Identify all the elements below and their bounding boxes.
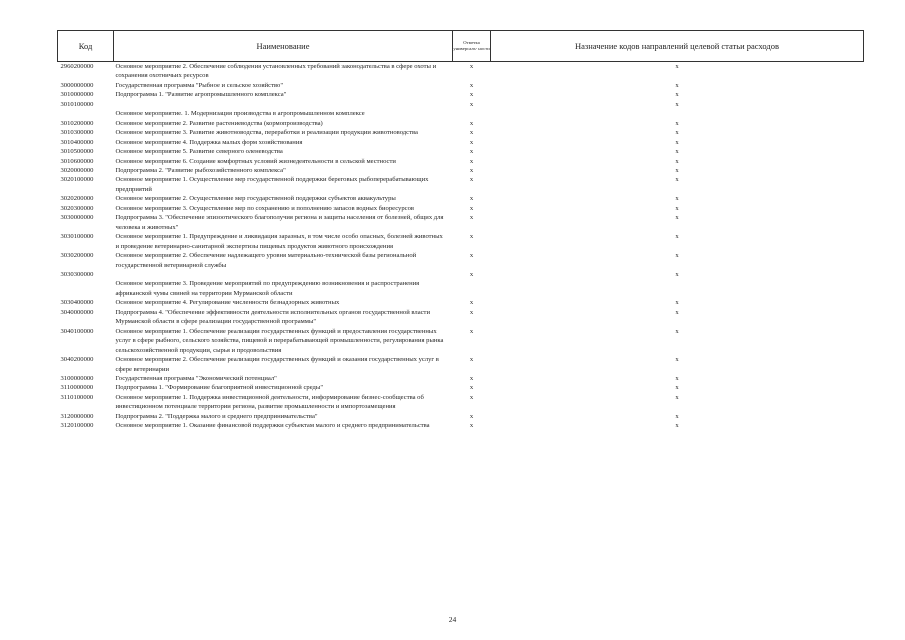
table-row: [58, 327, 864, 355]
table-row: [58, 81, 864, 90]
row-purpose: x: [675, 422, 679, 430]
row-universality-flag: x: [469, 138, 474, 146]
row-purpose: x: [675, 356, 679, 364]
row-code: 3030200000: [60, 252, 94, 260]
row-purpose: [491, 279, 864, 298]
row-code: 3010000000: [60, 91, 94, 99]
table-row: [58, 62, 864, 81]
row-name: Подпрограмма 1. "Развитие агропромышленного комплекса": [115, 91, 287, 99]
row-name: Основное мероприятие 3. Проведение мероприятий по предупреждению возникновения и распространения африканской чумы свиней на территории Мурманской области: [115, 280, 420, 297]
row-name: Государственная программа "Экономический потенциал": [115, 374, 277, 382]
row-name: Основное мероприятие 2. Осуществление мер государственной поддержки субъектов аквакультуры: [115, 195, 396, 203]
header-purpose: Назначение кодов направлений целевой статьи расходов: [491, 31, 864, 62]
row-code: 3010500000: [60, 148, 94, 156]
row-name: Основное мероприятие 2. Обеспечение реализации государственных функций и оказания государственных услуг в сфере ветеринарии: [115, 356, 439, 373]
row-purpose: x: [675, 100, 679, 108]
row-name: Подпрограмма 1. "Формирование благоприятной инвестиционной среды": [115, 384, 324, 392]
table-row: [58, 270, 864, 279]
row-purpose: x: [675, 327, 679, 335]
row-purpose: x: [675, 157, 679, 165]
row-code: 3010600000: [60, 157, 94, 165]
row-universality-flag: x: [469, 148, 474, 156]
row-name: [114, 100, 453, 109]
row-purpose: x: [675, 384, 679, 392]
row-universality-flag: x: [469, 308, 474, 316]
row-name: Основное мероприятие 4. Поддержка малых форм хозяйствования: [115, 138, 303, 146]
row-universality-flag: x: [469, 412, 474, 420]
row-code: 3040200000: [60, 356, 94, 364]
header-code: Код: [58, 31, 114, 62]
row-universality-flag: [453, 279, 491, 298]
row-code: 3100000000: [60, 374, 94, 382]
row-purpose: x: [675, 412, 679, 420]
row-universality-flag: x: [469, 157, 474, 165]
table-row: [58, 194, 864, 203]
table-row: [58, 308, 864, 327]
table-row: [58, 204, 864, 213]
row-universality-flag: x: [469, 233, 474, 241]
header-name: Наименование: [114, 31, 453, 62]
row-purpose: x: [675, 299, 679, 307]
row-name: Основное мероприятие 3. Осуществление мер по сохранению и пополнению запасов водных биоресурсов: [115, 204, 414, 212]
table-row: [58, 412, 864, 421]
row-universality-flag: x: [469, 422, 474, 430]
table-row: [58, 138, 864, 147]
row-code: 3120100000: [60, 422, 94, 430]
table-row: [58, 90, 864, 99]
row-universality-flag: x: [469, 299, 474, 307]
table-row: [58, 279, 864, 298]
table-row: [58, 393, 864, 412]
row-name: Основное мероприятие 4. Регулирование численности безнадзорных животных: [115, 299, 340, 307]
row-code: [58, 109, 114, 118]
row-code: 3010200000: [60, 119, 94, 127]
row-universality-flag: x: [469, 129, 474, 137]
row-purpose: x: [675, 129, 679, 137]
row-universality-flag: x: [469, 204, 474, 212]
row-name: Подпрограмма 2. "Развитие рыбохозяйственного комплекса": [115, 166, 286, 174]
row-code: 3000000000: [60, 81, 94, 89]
row-code: 3020300000: [60, 204, 94, 212]
row-universality-flag: x: [469, 384, 474, 392]
row-code: 3040100000: [60, 327, 94, 335]
row-purpose: x: [675, 138, 679, 146]
row-name: Основное мероприятие. 1. Модернизация производства в агропромышленном комплексе: [115, 110, 365, 118]
row-code: 3030100000: [60, 233, 94, 241]
row-name: Подпрограмма 4. "Обеспечение эффективности деятельности исполнительных органов государственной власти Мурманской области в сфере реализации государственной программы": [115, 308, 430, 326]
table-row: [58, 100, 864, 109]
row-purpose: x: [675, 270, 679, 278]
row-name: Основное мероприятие 5. Развитие северного оленеводства: [115, 148, 283, 156]
row-purpose: x: [675, 63, 679, 70]
row-purpose: [491, 109, 864, 118]
row-name: Основное мероприятие 2. Обеспечение надлежащего уровня материально-технической базы региональной государственной ветеринарной службы: [115, 252, 417, 269]
table-row: [58, 147, 864, 156]
row-purpose: x: [675, 393, 679, 401]
row-name: Государственная программа "Рыбное и сельское хозяйство": [115, 81, 284, 89]
table-row: [58, 232, 864, 251]
row-purpose: x: [675, 119, 679, 127]
table-row: [58, 157, 864, 166]
table-header: [58, 31, 864, 62]
row-universality-flag: [453, 109, 491, 118]
row-purpose: x: [675, 148, 679, 156]
row-purpose: x: [675, 233, 679, 241]
page-number: 24: [448, 615, 457, 624]
table-row: [58, 128, 864, 137]
row-universality-flag: x: [469, 91, 474, 99]
row-name: Основное мероприятие 6. Создание комфортных условий жизнедеятельности в сельской местности: [115, 157, 396, 165]
table-row: [58, 374, 864, 383]
row-code: [58, 279, 114, 298]
row-universality-flag: x: [469, 166, 474, 174]
row-universality-flag: x: [469, 214, 474, 222]
row-name: Подпрограмма 3. "Обеспечение эпизоотического благополучия региона и защиты населения от болезней, общих для человека и животных": [115, 214, 444, 231]
row-universality-flag: x: [469, 252, 474, 260]
row-name: Основное мероприятие 2. Развитие растениеводства (кормопроизводства): [115, 119, 323, 127]
header-universality-flag: Отметка универсаль- ности: [453, 31, 491, 62]
row-universality-flag: x: [469, 100, 474, 108]
row-code: 3010100000: [60, 100, 94, 108]
row-purpose: x: [675, 195, 679, 203]
row-purpose: x: [675, 176, 679, 184]
row-universality-flag: x: [469, 356, 474, 364]
table-row: [58, 421, 864, 430]
row-code: 3020200000: [60, 195, 94, 203]
row-name: Основное мероприятие 1. Предупреждение и ликвидация заразных, в том числе особо опасных, болезней животных и проведение ветеринарно-санитарной экспертизы пищевых продуктов животного происхождения: [115, 233, 443, 250]
row-purpose: x: [675, 308, 679, 316]
row-code: 3030300000: [60, 270, 94, 278]
row-purpose: x: [675, 166, 679, 174]
row-code: 2960200000: [60, 63, 94, 70]
table-row: [58, 175, 864, 194]
row-name: Основное мероприятие 1. Поддержка инвестиционной деятельности, информирование бизнес-сообщества об инвестиционном потенциале территории региона, развитие промышленности и импортозамещения: [115, 393, 424, 411]
table-row: [58, 298, 864, 307]
table-row: [58, 213, 864, 232]
row-code: 3020100000: [60, 176, 94, 184]
table-body: [58, 62, 864, 431]
row-purpose: x: [675, 252, 679, 260]
row-name: Основное мероприятие 2. Обеспечение соблюдения установленных требований законодательства в сфере охоты и сохранения охотничьих ресурсов: [115, 63, 437, 80]
row-code: 3030000000: [60, 214, 94, 222]
row-code: 3030400000: [60, 299, 94, 307]
row-universality-flag: x: [469, 270, 474, 278]
row-universality-flag: x: [469, 63, 474, 70]
row-name: Основное мероприятие 1. Обеспечение реализации государственных функций и предоставления государственных услуг в сфере рыбного, сельского хозяйства, пищевой и перерабатывающей промышленности, регулирования рынка сельскохозяйственной продукции, сырья и продовольствия: [115, 327, 444, 354]
row-universality-flag: x: [469, 374, 474, 382]
row-universality-flag: x: [469, 327, 474, 335]
row-code: 3110000000: [60, 384, 94, 392]
codes-table: [57, 30, 864, 431]
row-purpose: x: [675, 374, 679, 382]
table-row: [58, 251, 864, 270]
table-row: [58, 166, 864, 175]
row-universality-flag: x: [469, 195, 474, 203]
row-purpose: x: [675, 91, 679, 99]
table-row: [58, 109, 864, 118]
row-purpose: x: [675, 214, 679, 222]
row-name: Основное мероприятие 1. Осуществление мер государственной поддержки береговых рыбоперерабатывающих предприятий: [115, 176, 429, 193]
row-code: 3010400000: [60, 138, 94, 146]
row-universality-flag: x: [469, 393, 474, 401]
row-code: 3040000000: [60, 308, 94, 316]
table-row: [58, 383, 864, 392]
row-universality-flag: x: [469, 119, 474, 127]
row-name: [114, 270, 453, 279]
row-universality-flag: x: [469, 176, 474, 184]
table-row: [58, 355, 864, 374]
row-purpose: x: [675, 204, 679, 212]
row-name: Основное мероприятие 1. Оказание финансовой поддержки субъектам малого и среднего предпринимательства: [115, 422, 430, 430]
row-universality-flag: x: [469, 81, 474, 89]
row-code: 3120000000: [60, 412, 94, 420]
row-code: 3020000000: [60, 166, 94, 174]
row-code: 3010300000: [60, 129, 94, 137]
row-code: 3110100000: [60, 393, 94, 401]
row-name: Основное мероприятие 3. Развитие животноводства, переработки и реализации продукции животноводства: [115, 129, 418, 137]
row-purpose: x: [675, 81, 679, 89]
table-row: [58, 119, 864, 128]
row-name: Подпрограмма 2. "Поддержка малого и среднего предпринимательства": [115, 412, 318, 420]
